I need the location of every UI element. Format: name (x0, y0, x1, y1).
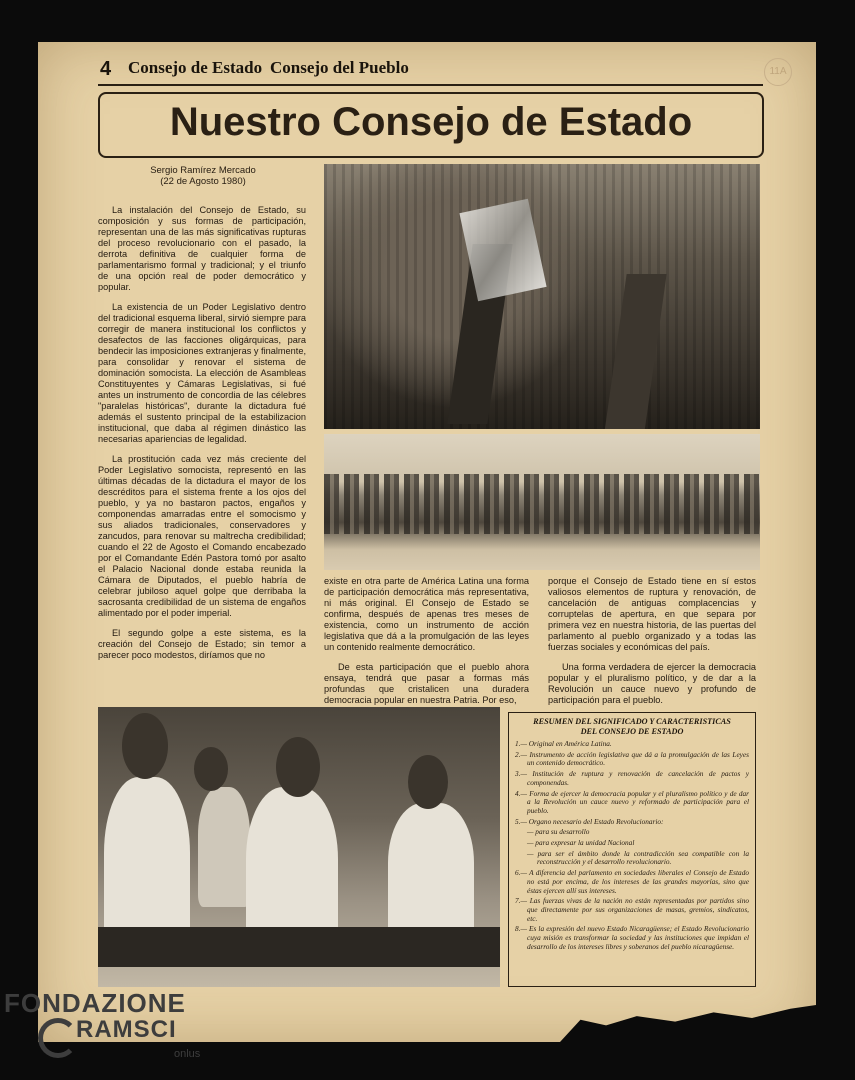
summary-box (508, 712, 756, 987)
summary-item: 5.— Organo necesario del Estado Revolucionario: (515, 816, 664, 826)
headline-box (98, 92, 764, 158)
marching-soldiers (324, 474, 760, 534)
summary-title-line: RESUMEN DEL SIGNIFICADO Y CARACTERISTICAS (533, 717, 731, 726)
person-head (408, 755, 448, 809)
summary-subitem: — para expresar la unidad Nacional (527, 838, 635, 848)
headline: Nuestro Consejo de Estado (169, 100, 693, 144)
section-title-right: Consejo del Pueblo (270, 58, 409, 77)
paragraph: La instalación del Consejo de Estado, su composición y sus formas de participación, representan una de las más significativas rupturas del proceso revolucionario con el pasado, la derrota definitiva de cualquier forma de parlamentarismo formal y tradicional; y el triunfo de una opción real de poder democrático y popular. (98, 205, 306, 292)
watermark-text: FONDAZIONE (4, 988, 186, 1018)
person-head (122, 713, 168, 779)
summary-item: 7.— Las fuerzas vivas de la nación no están representadas por partidos sino que directamente por sus organizaciones de masas, gremios, sindicatos, etc. (515, 896, 749, 923)
council-members-photo (98, 707, 500, 987)
paragraph: La existencia de un Poder Legislativo dentro del tradicional esquema liberal, sirvió siempre para corregir de manera institucional los conflictos y desafectos de las facciones oligárquicas, para bendecir las imposiciones extranjeras y finalmente, para consolidar y renovar el sistema de dominación somocista. La elección de Asambleas Constituyentes y Cámaras Legislativas, si fué antes un instrumento de concordia de las célebres "paralelas históricas", durante la dictadura fué además el sustento principal de la estabilizacion institucional, que daba al régimen dinástico las necesarias apariencias de legalidad. (98, 302, 306, 444)
person-head (276, 737, 320, 797)
flag-shape (601, 274, 666, 429)
article-column-1 (98, 205, 306, 670)
watermark-text-2: RAMSCI (76, 1016, 177, 1043)
podium-table (98, 927, 500, 967)
summary-item: 4.— Forma de ejercer la democracia popular y el pluralismo político y de dar a la Revolución un cauce nuevo y reformado de participación para el pueblo. (515, 788, 749, 815)
watermark-logo-icon (38, 1018, 78, 1058)
header-rule (98, 84, 763, 86)
archive-stamp: 11A (764, 58, 792, 86)
article-column-2 (324, 576, 529, 715)
person-figure (198, 787, 250, 907)
article-date: (22 de Agosto 1980) (160, 176, 246, 187)
summary-item: 8.— Es la expresión del nuevo Estado Nicaragüense; el Estado Revolucionario cuya misión es transformar la sociedad y las instituciones que impidan el desarrollo de los intereses libres y soberanos del pueblo nicaragüense. (515, 924, 749, 951)
section-title-left: Consejo de Estado (128, 58, 263, 77)
summary-title (515, 717, 749, 737)
summary-subitem: — para su desarrollo (527, 827, 590, 837)
summary-item: 2.— Instrumento de acción legislativa que dá a la promulgación de las Leyes un contenido democrático. (515, 749, 749, 768)
article-column-3 (548, 576, 756, 715)
summary-subitem: — para ser el ámbito donde la contradicción sea compatible con la reconstrucción y el desarrollo revolucionario. (527, 848, 749, 867)
summary-list (515, 740, 749, 951)
summary-item: 3.— Institución de ruptura y renovación de cancelación de pactos y componendas. (515, 769, 749, 787)
watermark-suffix: onlus (174, 1048, 201, 1060)
author-name: Sergio Ramírez Mercado (150, 165, 256, 176)
byline (128, 165, 278, 187)
paragraph: El segundo golpe a este sistema, es la creación del Consejo de Estado; sin temor a parecer poco modestos, diríamos que no (98, 628, 306, 660)
page-number: 4 (100, 58, 112, 80)
summary-item: 6.— A diferencia del parlamento en sociedades liberales el Consejo de Estado no está por encima, de los intereses de las grandes mayorías, sino que éstas ejercen allí sus intereses. (515, 868, 749, 895)
soldiers-marching-photo (324, 434, 760, 570)
rally-crowd-photo (324, 164, 760, 429)
paragraph: existe en otra parte de América Latina una forma de participación democrática más representativa, ni más original. El Consejo de Estado se confirma, después de apenas tres meses de existencia, como un instrumento de acción legislativa que dá a la promulgación de las leyes un contenido realmente democrático. (324, 576, 529, 652)
paragraph: Una forma verdadera de ejercer la democracia popular y el pluralismo político, y de dar a la Revolución un cauce nuevo y profundo de participación para el pueblo. (548, 662, 756, 705)
paragraph: La prostitución cada vez más creciente del Poder Legislativo somocista, representó en las últimas décadas de la dictadura el mayor de los descréditos para el sistema frente a los ojos del pueblo, y ya no bastaron pactos, engaños y componendas amarradas entre el somocismo y sus aliados tradicionales, conservadores y zancudos, para renovar su maltrecha credibilidad; cuando el 22 de Agosto el Comando encabezado por el Comandante Edén Pastora tomó por asalto el Palacio Nacional donde estaba reunida la Cámara de Diputados, el pueblo habría de celebrar jubiloso aquel golpe que derribaba la sacrosanta credibilidad de un sistema de engaños alimentado por el poder imperial. (98, 454, 306, 618)
paragraph: De esta participación que el pueblo ahora ensaya, tendrá que pasar a formas más profundas que cristalicen una duradera democracia popular en nuestra Patria. Por eso, (324, 662, 529, 705)
paragraph: porque el Consejo de Estado tiene en sí estos valiosos elementos de ruptura y renovación, de cancelación de antiguas complacencias y corruptelas de apertura, en que separa por primera vez en nuestra historia, de las puertas del parlamento al pueblo organizado y a todas las fuerzas sociales y económicas del país. (548, 576, 756, 652)
person-head (194, 747, 228, 791)
summary-title-line: DEL CONSEJO DE ESTADO (580, 727, 684, 736)
summary-item: 1.— Original en América Latina. (515, 739, 612, 748)
